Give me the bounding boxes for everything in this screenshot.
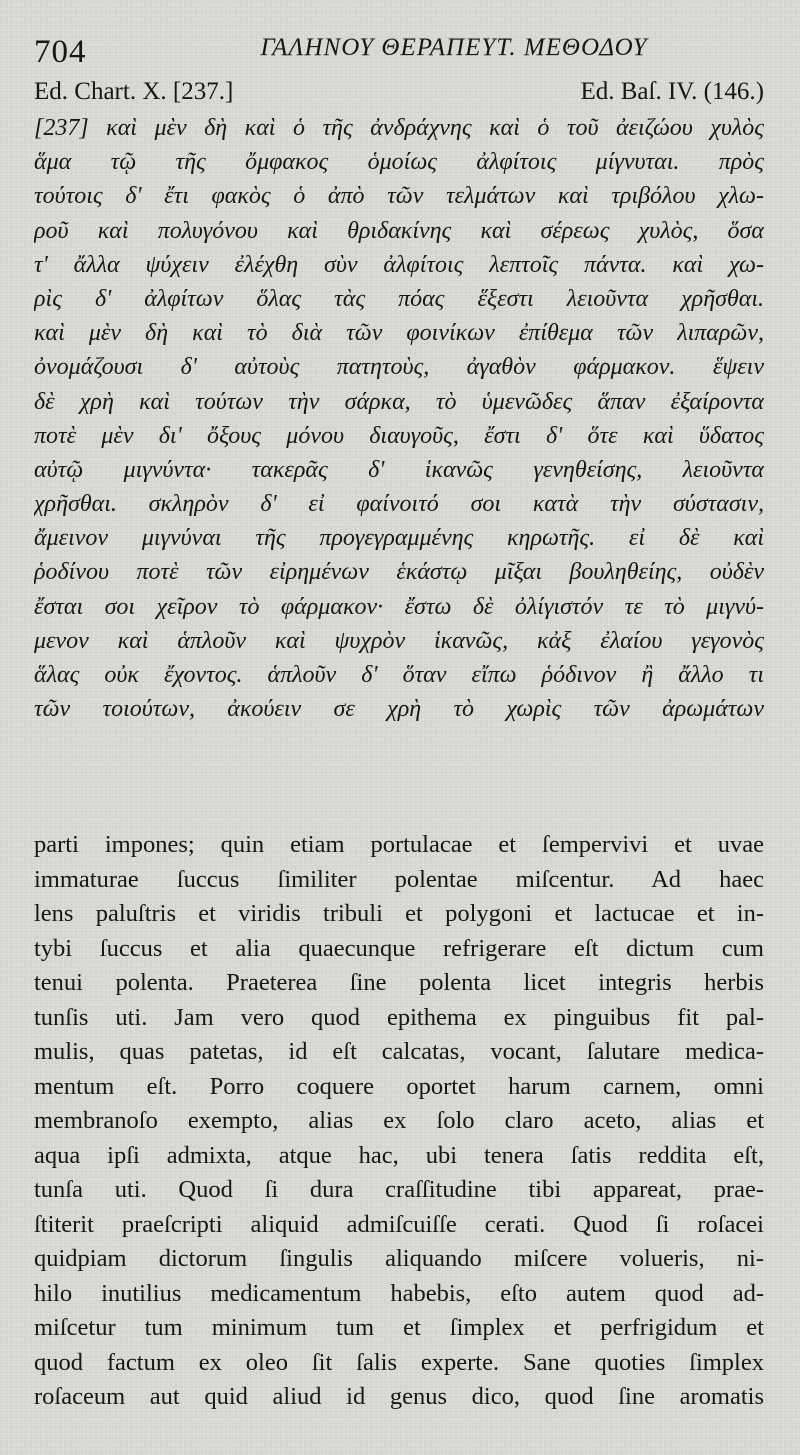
greek-line: δὲ χρὴ καὶ τούτων τὴν σάρκα, τὸ ὑμενῶδες ἅπαν ἐξαίροντα: [34, 388, 764, 415]
latin-line: hilo inutilius medicamentum habebis, eſto autem quod ad-: [34, 1279, 764, 1307]
greek-line: ρὶς δ' ἀλφίτων ὅλας τὰς πόας ἕξεστι λειοῦντα χρῆσθαι.: [34, 285, 764, 312]
greek-line: καὶ μὲν δὴ καὶ τὸ διὰ τῶν φοινίκων ἐπίθεμα τῶν λιπαρῶν,: [34, 320, 764, 347]
latin-line: mentum eſt. Porro coquere oportet harum carnem, omni: [34, 1072, 764, 1100]
latin-line: tunſa uti. Quod ſi dura craſſitudine tibi appareat, prae-: [34, 1176, 764, 1203]
greek-line: μενον καὶ ἁπλοῦν καὶ ψυχρὸν ἱκανῶς, κἀξ ἐλαίου γεγονὸς: [34, 627, 764, 654]
greek-line: χρῆσθαι. σκληρὸν δ' εἰ φαίνοιτό σοι κατὰ τὴν σύστασιν,: [34, 491, 764, 518]
greek-line: ἄμεινον μιγνύναι τῆς προγεγραμμένης κηρωτῆς. εἰ δὲ καὶ: [34, 525, 764, 552]
edition-chartier-ref: Ed. Chart. X. [237.]: [34, 78, 234, 105]
latin-line: quidpiam dictorum ſingulis aliquando miſcere volueris, ni-: [34, 1245, 764, 1272]
greek-line: ἅμα τῷ τῆς ὄμφακος ὁμοίως ἀλφίτοις μίγνυται. πρὸς: [34, 149, 764, 176]
latin-line: roſaceum aut quid aliud id genus dico, quod ſine aromatis: [34, 1383, 764, 1410]
latin-line: aqua ipſi admixta, atque hac, ubi tenera ſatis reddita eſt,: [34, 1141, 764, 1169]
greek-line: [237] καὶ μὲν δὴ καὶ ὁ τῆς ἀνδράχνης καὶ ὁ τοῦ ἀειζώου χυλὸς: [34, 115, 764, 141]
latin-line: parti impones; quin etiam portulacae et ſempervivi et uvae: [34, 831, 764, 858]
latin-line: lens paluſtris et viridis tribuli et polygoni et lactucae et in-: [34, 900, 764, 927]
latin-line: tybi ſuccus et alia quaecunque refrigerare eſt dictum cum: [34, 934, 764, 962]
greek-line: ροῦ καὶ πολυγόνου καὶ θριδακίνης καὶ σέρεως χυλὸς, ὅσα: [34, 217, 764, 244]
latin-line: immaturae ſuccus ſimiliter polentae miſcentur. Ad haec: [34, 865, 764, 893]
edition-basel-ref: Ed. Baſ. IV. (146.): [580, 78, 764, 105]
greek-line: τούτοις δ' ἔτι φακὸς ὁ ἀπὸ τῶν τελμάτων καὶ τριβόλου χλω-: [34, 183, 764, 210]
greek-text-block: [34, 111, 764, 726]
greek-line: ποτὲ μὲν δι' ὄξους μόνου διαυγοῦς, ἔστι δ' ὅτε καὶ ὕδατος: [34, 422, 764, 449]
page-header: [34, 30, 764, 70]
latin-line: tunſis uti. Jam vero quod epithema ex pinguibus fit pal-: [34, 1003, 764, 1031]
greek-line: αὐτῷ μιγνύντα· τακερᾶς δ' ἱκανῶς γενηθείσης, λειοῦντα: [34, 456, 764, 483]
latin-line: tenui polenta. Praeterea ſine polenta licet integris herbis: [34, 969, 764, 996]
latin-text-block: [34, 828, 764, 1415]
latin-line: miſcetur tum minimum tum et ſimplex et perfrigidum et: [34, 1314, 764, 1341]
latin-line: quod factum ex oleo ſit ſalis experte. Sane quoties ſimplex: [34, 1348, 764, 1376]
greek-line: ἔσται σοι χεῖρον τὸ φάρμακον· ἔστω δὲ ὀλίγιστόν τε τὸ μιγνύ-: [34, 593, 764, 620]
edition-references: [34, 78, 764, 110]
greek-line: τ' ἄλλα ψύχειν ἐλέχθη σὺν ἀλφίτοις λεπτοῖς πάντα. καὶ χω-: [34, 251, 764, 278]
latin-line: ſtiterit praeſcripti aliquid admiſcuiſſe cerati. Quod ſi roſacei: [34, 1210, 764, 1238]
running-title: ΓΑΛΗΝΟΥ ΘΕΡΑΠΕΥΤ. ΜΕΘΟΔΟΥ: [260, 34, 648, 61]
greek-line: ῥοδίνου ποτὲ τῶν εἰρημένων ἑκάστῳ μῖξαι βουληθείης, οὐδὲν: [34, 559, 764, 586]
greek-line: ἅλας οὐκ ἔχοντος. ἁπλοῦν δ' ὅταν εἴπω ῥόδινον ἢ ἄλλο τι: [34, 662, 764, 688]
page-number: 704: [34, 34, 87, 70]
greek-line: τῶν τοιούτων, ἀκούειν σε χρὴ τὸ χωρὶς τῶν ἀρωμάτων: [34, 696, 764, 723]
latin-line: mulis, quas patetas, id eſt calcatas, vocant, ſalutare medica-: [34, 1038, 764, 1065]
greek-line: ὀνομάζουσι δ' αὐτοὺς πατητοὺς, ἀγαθὸν φάρμακον. ἕψειν: [34, 354, 764, 381]
latin-line: membranoſo exempto, alias ex ſolo claro aceto, alias et: [34, 1107, 764, 1134]
